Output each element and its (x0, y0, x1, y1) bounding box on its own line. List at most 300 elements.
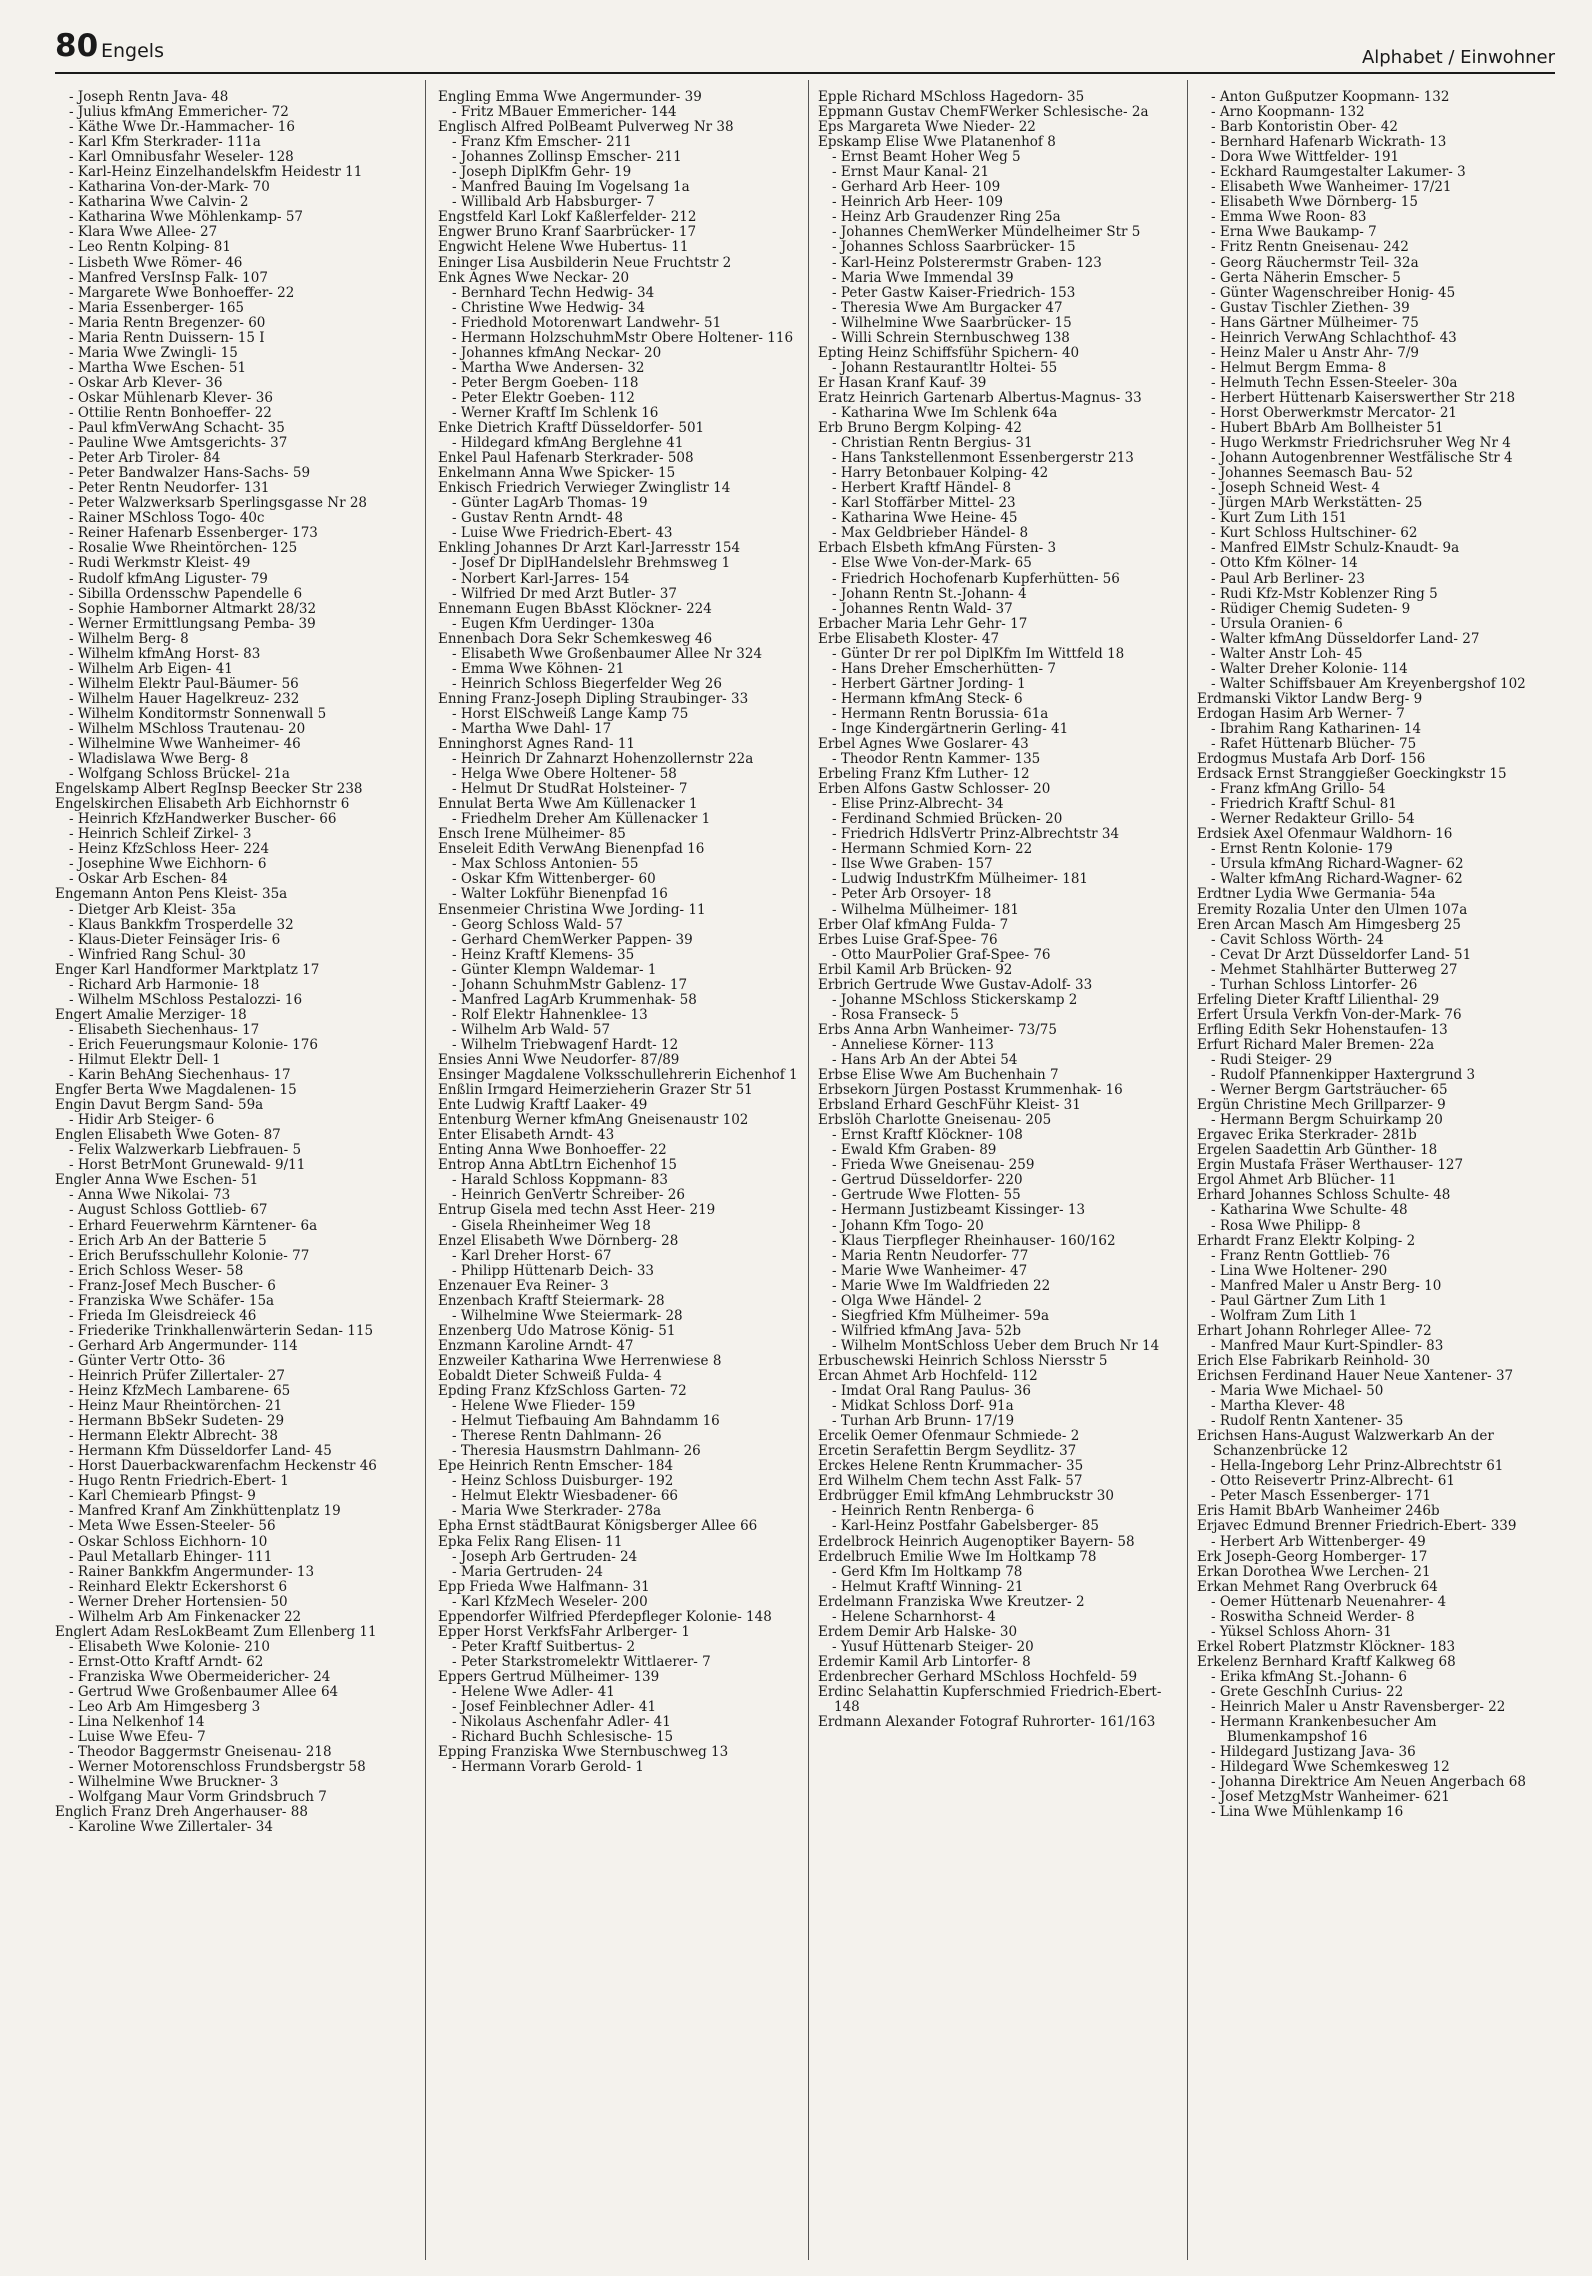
directory-entry: - Meta Wwe Essen-Steeler- 56 (69, 1518, 276, 1535)
directory-entry: - Wilhelm MontSchloss Ueber dem Bruch Nr 14 (832, 1337, 1160, 1354)
directory-entry: Erich Else Fabrikarb Reinhold- 30 (1197, 1352, 1431, 1369)
directory-entry: Epp Frieda Wwe Halfmann- 31 (438, 1578, 650, 1595)
directory-entry: - Manfred Kranf Am Zinkhüttenplatz 19 (69, 1503, 341, 1520)
directory-entry: Epe Heinrich Rentn Emscher- 184 (438, 1458, 674, 1475)
directory-entry: - Gertrud Wwe Großenbaumer Allee 64 (69, 1683, 339, 1700)
directory-entry: - Theodor Rentn Kammer- 135 (832, 751, 1041, 768)
directory-entry: - Peter Walzwerksarb Sperlingsgasse Nr 28 (69, 495, 367, 512)
directory-entry: - Heinrich Dr Zahnarzt Hohenzollernstr 22a (452, 751, 754, 768)
directory-entry: - Sibilla Ordensschw Papendelle 6 (69, 585, 303, 602)
directory-entry: - Hermann Kfm Düsseldorfer Land- 45 (69, 1443, 332, 1460)
directory-entry: Engstfeld Karl Lokf Kaßlerfelder- 212 (438, 209, 697, 226)
directory-entry: - Wilhelm Hauer Hagelkreuz- 232 (69, 690, 300, 707)
directory-entry: - Nikolaus Aschenfahr Adler- 41 (452, 1714, 671, 1731)
directory-entry: Engelskamp Albert RegInsp Beecker Str 238 (55, 781, 363, 798)
directory-entry: - Maria Essenberger- 165 (69, 299, 245, 316)
directory-entry: - Hermann Elektr Albrecht- 38 (69, 1428, 278, 1445)
directory-entry: - Heinz Arb Graudenzer Ring 25a (832, 209, 1061, 226)
directory-entry: Erbslöh Charlotte Gneisenau- 205 (818, 1112, 1052, 1129)
directory-entry: Erbeling Franz Kfm Luther- 12 (818, 766, 1030, 783)
directory-entry: - Georg Schloss Wald- 57 (452, 916, 623, 933)
directory-entry: - Wilhelm Konditormstr Sonnenwall 5 (69, 705, 327, 722)
directory-entry: - Friedrich HdlsVertr Prinz-Albrechtstr 34 (832, 826, 1120, 843)
directory-entry: - Wilhelm MSchloss Trautenau- 20 (69, 720, 306, 737)
directory-entry: - Martha Wwe Eschen- 51 (69, 359, 247, 376)
directory-entry: - Richard Buchh Schlesische- 15 (452, 1729, 674, 1746)
directory-entry: Ente Ludwig Kraftf Laaker- 49 (438, 1097, 648, 1114)
directory-entry: - Imdat Oral Rang Paulus- 36 (832, 1383, 1031, 1400)
directory-entry: Ensies Anni Wwe Neudorfer- 87/89 (438, 1052, 680, 1068)
directory-entry: Enke Dietrich Kraftf Düsseldorfer- 501 (438, 420, 705, 437)
directory-entry: - Peter Starkstromelektr Wittlaerer- 7 (452, 1653, 711, 1670)
directory-entry: - Karl Dreher Horst- 67 (452, 1247, 612, 1264)
column-divider (425, 80, 426, 2260)
directory-entry: - Karin BehAng Siechenhaus- 17 (69, 1067, 291, 1084)
directory-entry: - Peter Arb Orsoyer- 18 (832, 886, 992, 903)
directory-entry: - Walter Schiffsbauer Am Kreyenbergshof 102 (1211, 675, 1526, 692)
directory-entry: - Erika kfmAng St.-Johann- 6 (1211, 1668, 1407, 1685)
directory-entry: Ercan Ahmet Arb Hochfeld- 112 (818, 1367, 1038, 1384)
directory-entry: - Günter Dr rer pol DiplKfm Im Wittfeld 18 (832, 645, 1125, 662)
directory-entry: Erfurt Richard Maler Bremen- 22a (1197, 1036, 1435, 1053)
directory-entry: Erdsiek Axel Ofenmaur Waldhorn- 16 (1197, 826, 1453, 843)
directory-entry: Englich Franz Dreh Angerhauser- 88 (55, 1804, 308, 1821)
directory-entry: - Herbert Kraftf Händel- 8 (832, 480, 1012, 497)
directory-entry: - Georg Räuchermstr Teil- 32a (1211, 254, 1419, 271)
directory-entry: Engelskirchen Elisabeth Arb Eichhornstr 6 (55, 796, 350, 813)
directory-entry: - Manfred Maur Kurt-Spindler- 83 (1211, 1337, 1444, 1354)
directory-entry: - Joseph Arb Gertruden- 24 (452, 1548, 638, 1565)
directory-entry: Erkelenz Bernhard Kraftf Kalkweg 68 (1197, 1653, 1456, 1670)
directory-entry: - Ernst Rentn Kolonie- 179 (1211, 841, 1393, 858)
directory-entry: Erfling Edith Sekr Hohenstaufen- 13 (1197, 1021, 1448, 1038)
directory-entry: - Katharina Wwe Im Schlenk 64a (832, 404, 1058, 421)
directory-entry: - Pauline Wwe Amtsgerichts- 37 (69, 435, 288, 452)
directory-entry: - Emma Wwe Köhnen- 21 (452, 660, 625, 677)
directory-entry: Enzmann Karoline Arndt- 47 (438, 1337, 634, 1354)
directory-entry: Erbacher Maria Lehr Gehr- 17 (818, 615, 1028, 632)
directory-entry: - Wilhelm Arb Wald- 57 (452, 1021, 611, 1038)
directory-entry: - Sophie Hamborner Altmarkt 28/32 (69, 600, 317, 617)
directory-entry: - Karl-Heinz Postfahr Gabelsberger- 85 (832, 1518, 1099, 1535)
directory-entry: - Josef Dr DiplHandelslehr Brehmsweg 1 (452, 555, 731, 572)
directory-entry: - Cevat Dr Arzt Düsseldorfer Land- 51 (1211, 946, 1472, 963)
directory-entry: - Wilhelma Mülheimer- 181 (832, 901, 1019, 918)
directory-entry: Enzel Elisabeth Wwe Dörnberg- 28 (438, 1232, 679, 1249)
directory-entry: - Klaus Bankkfm Trosperdelle 32 (69, 916, 294, 933)
directory-entry: - Ferdinand Schmied Brücken- 20 (832, 811, 1063, 828)
directory-entry: Erbuschewski Heinrich Schloss Niersstr 5 (818, 1352, 1108, 1369)
directory-entry: Erd Wilhelm Chem techn Asst Falk- 57 (818, 1473, 1083, 1490)
directory-entry: - Johannes Zollinsp Emscher- 211 (452, 149, 682, 166)
directory-entry: - Wilhelmine Wwe Steiermark- 28 (452, 1307, 683, 1324)
directory-entry: - Rosa Franseck- 5 (832, 1006, 959, 1023)
directory-entry: - Johann Restaurantltr Holtei- 55 (832, 359, 1058, 376)
directory-entry: - Günter LagArb Thomas- 19 (452, 495, 648, 512)
directory-entry: - Wilfried kfmAng Java- 52b (832, 1322, 1021, 1339)
directory-entry: Eren Arcan Masch Am Himgesberg 25 (1197, 916, 1461, 933)
directory-entry: - Martha Wwe Dahl- 17 (452, 720, 612, 737)
directory-entry: Erbsland Erhard GeschFühr Kleist- 31 (818, 1097, 1081, 1114)
directory-entry: - Paul Metallarb Ehinger- 111 (69, 1548, 273, 1565)
directory-entry: - Elisabeth Wwe Wanheimer- 17/21 (1211, 179, 1452, 196)
directory-entry: - Hildegard Justizang Java- 36 (1211, 1744, 1416, 1761)
directory-entry: Eppendorfer Wilfried Pferdepfleger Kolonie- 148 (438, 1608, 772, 1625)
directory-entry: - Gerd Kfm Im Holtkamp 78 (832, 1563, 1023, 1580)
directory-entry: Engemann Anton Pens Kleist- 35a (55, 886, 288, 903)
directory-entry: - Ludwig IndustrKfm Mülheimer- 181 (832, 871, 1089, 888)
directory-entry: - Horst Dauerbackwarenfachm Heckenstr 46 (69, 1458, 377, 1475)
directory-entry: - Horst ElSchweiß Lange Kamp 75 (452, 705, 689, 722)
directory-entry: - Wilfried Dr med Arzt Butler- 37 (452, 585, 677, 602)
directory-entry: Erdmanski Viktor Landw Berg- 9 (1197, 690, 1423, 707)
directory-entry: - Hans Dreher Emscherhütten- 7 (832, 660, 1056, 677)
directory-entry: Erichsen Ferdinand Hauer Neue Xantener- 37 (1197, 1367, 1514, 1384)
section-title: Alphabet / Einwohner (1361, 47, 1555, 68)
directory-entry: Ergelen Saadettin Arb Günther- 18 (1197, 1142, 1438, 1159)
directory-entry: - Wilhelm Berg- 8 (69, 630, 189, 647)
directory-entry: Ercetin Serafettin Bergm Seydlitz- 37 (818, 1443, 1077, 1460)
directory-entry: - Heinrich Schleif Zirkel- 3 (69, 826, 252, 843)
directory-entry: Entrop Anna AbtLtrn Eichenhof 15 (438, 1157, 678, 1174)
directory-entry: - Gerhard Arb Heer- 109 (832, 179, 1001, 196)
directory-entry: - Siegfried Kfm Mülheimer- 59a (832, 1307, 1050, 1324)
directory-entry: - Klaus Tierpfleger Rheinhauser- 160/162 (832, 1232, 1116, 1249)
directory-entry: - Yüksel Schloss Ahorn- 31 (1211, 1623, 1392, 1640)
directory-entry: - Inge Kindergärtnerin Gerling- 41 (832, 720, 1069, 737)
directory-entry: Epping Franziska Wwe Sternbuschweg 13 (438, 1744, 729, 1761)
directory-entry: - Werner Redakteur Grillo- 54 (1211, 811, 1415, 828)
directory-entry: - Helmut Kraftf Winning- 21 (832, 1578, 1024, 1595)
directory-entry: Entrup Gisela med techn Asst Heer- 219 (438, 1202, 716, 1219)
directory-entry: - Johann Autogenbrenner Westfälische Str 4 (1211, 450, 1513, 467)
directory-entry: - Hidir Arb Steiger- 6 (69, 1112, 215, 1129)
directory-entry: Enßlin Irmgard Heimerzieherin Grazer Str 51 (438, 1082, 753, 1099)
directory-entry: - Werner Ermittlungsang Pemba- 39 (69, 615, 316, 632)
directory-entry: - Willi Schrein Sternbuschweg 138 (832, 329, 1070, 346)
directory-entry: - Karl KfzMech Weseler- 200 (452, 1593, 648, 1610)
directory-entry: - Christine Wwe Hedwig- 34 (452, 299, 645, 316)
directory-entry: - Werner Bergm Gartsträucher- 65 (1211, 1082, 1448, 1099)
directory-entry: - Mehmet Stahlhärter Butterweg 27 (1211, 961, 1458, 978)
directory-entry: - Hildegard Wwe Schemkesweg 12 (1211, 1759, 1450, 1776)
directory-entry: - Elisabeth Wwe Kolonie- 210 (69, 1638, 270, 1655)
directory-entry: - Martha Klever- 48 (1211, 1398, 1346, 1415)
directory-entry: Erckes Helene Rentn Krummacher- 35 (818, 1458, 1084, 1475)
directory-entry: - Friedrich Kraftf Schul- 81 (1211, 796, 1397, 813)
directory-entry: Ergol Ahmet Arb Blücher- 11 (1197, 1172, 1397, 1189)
directory-entry: - Lina Nelkenhof 14 (69, 1714, 205, 1731)
directory-entry: - Otto MaurPolier Graf-Spee- 76 (832, 946, 1051, 963)
directory-entry: - Barb Kontoristin Ober- 42 (1211, 119, 1398, 136)
directory-entry: - Bernhard Techn Hedwig- 34 (452, 284, 655, 301)
directory-entry: - Horst Oberwerkmstr Mercator- 21 (1211, 404, 1457, 421)
directory-entry: - Rosalie Wwe Rheintörchen- 125 (69, 540, 298, 557)
directory-entry: - Walter Dreher Kolonie- 114 (1211, 660, 1408, 677)
directory-entry: - Hermann Vorarb Gerold- 1 (452, 1759, 644, 1776)
directory-entry: - Reinhard Elektr Eckershorst 6 (69, 1578, 288, 1595)
directory-entry: - Günter Vertr Otto- 36 (69, 1352, 226, 1369)
directory-entry: Erben Alfons Gastw Schlosser- 20 (818, 781, 1051, 798)
entries-column-1 (55, 90, 415, 2260)
directory-entry: - Hermann BbSekr Sudeten- 29 (69, 1413, 285, 1430)
directory-entry: Eratz Heinrich Gartenarb Albertus-Magnus- 33 (818, 389, 1142, 406)
directory-entry: - Manfred LagArb Krummenhak- 58 (452, 991, 697, 1008)
directory-entry: - Johannes Seemasch Bau- 52 (1211, 465, 1413, 482)
directory-entry: Erdinc Selahattin Kupferschmied Friedrich-Ebert- 148 (818, 1683, 1162, 1716)
directory-entry: - Gerhard ChemWerker Pappen- 39 (452, 931, 693, 948)
directory-entry: - Franz Kfm Emscher- 211 (452, 134, 632, 151)
directory-entry: - Therese Rentn Dahlmann- 26 (452, 1428, 662, 1445)
directory-entry: - Willibald Arb Habsburger- 7 (452, 194, 655, 211)
directory-entry: - Rainer Bankkfm Angermunder- 13 (69, 1563, 315, 1580)
directory-entry: Enk Agnes Wwe Neckar- 20 (438, 269, 630, 286)
directory-entry: - Wilhelm Triebwagenf Hardt- 12 (452, 1036, 679, 1053)
directory-entry: - Olga Wwe Händel- 2 (832, 1292, 982, 1309)
directory-entry: Enseleit Edith VerwAng Bienenpfad 16 (438, 841, 705, 858)
directory-entry: Englisch Alfred PolBeamt Pulverweg Nr 38 (438, 119, 734, 136)
directory-entry: - Luise Wwe Friedrich-Ebert- 43 (452, 525, 673, 542)
directory-entry: - Karl-Heinz Polsterermstr Graben- 123 (832, 254, 1102, 271)
directory-entry: - Erich Schloss Weser- 58 (69, 1262, 244, 1279)
directory-entry: - Ottilie Rentn Bonhoeffer- 22 (69, 404, 272, 421)
directory-entry: - Grete GeschInh Curius- 22 (1211, 1683, 1404, 1700)
directory-entry: Engwicht Helene Wwe Hubertus- 11 (438, 239, 689, 256)
directory-entry: - Helmut Tiefbauing Am Bahndamm 16 (452, 1413, 720, 1430)
directory-entry: - Paul Arb Berliner- 23 (1211, 570, 1365, 587)
directory-entry: - Max Geldbrieber Händel- 8 (832, 525, 1029, 542)
directory-entry: - Maria Wwe Immendal 39 (832, 269, 1014, 286)
directory-entry: - Helmuth Techn Essen-Steeler- 30a (1211, 374, 1458, 391)
directory-entry: - Rolf Elektr Hahnenklee- 13 (452, 1006, 648, 1023)
directory-entry: - Johannes Rentn Wald- 37 (832, 600, 1013, 617)
directory-entry: - Manfred Maler u Anstr Berg- 10 (1211, 1277, 1442, 1294)
directory-entry: - Turhan Schloss Lintorfer- 26 (1211, 976, 1418, 993)
directory-entry: - Günter Klempn Waldemar- 1 (452, 961, 657, 978)
directory-entry: - Rafet Hüttenarb Blücher- 75 (1211, 736, 1417, 753)
directory-entry: - Fritz Rentn Gneisenau- 242 (1211, 239, 1409, 256)
column-divider (808, 80, 809, 2260)
directory-entry: - Joseph Rentn Java- 48 (69, 90, 229, 105)
directory-entry: - Josef MetzgMstr Wanheimer- 621 (1211, 1789, 1450, 1806)
directory-entry: - Otto Reisevertr Prinz-Albrecht- 61 (1211, 1473, 1455, 1490)
directory-entry: Enzenauer Eva Reiner- 3 (438, 1277, 609, 1294)
directory-entry: Erbil Kamil Arb Brücken- 92 (818, 961, 1013, 978)
directory-entry: - Leo Rentn Kolping- 81 (69, 239, 231, 256)
entries-column-2 (438, 90, 801, 2260)
directory-entry: Erdogan Hasim Arb Werner- 7 (1197, 705, 1405, 722)
directory-entry: Erjavec Edmund Brenner Friedrich-Ebert- 339 (1197, 1518, 1517, 1535)
directory-entry: - Käthe Wwe Dr.-Hammacher- 16 (69, 119, 295, 136)
directory-entry: Eobaldt Dieter Schweiß Fulda- 4 (438, 1367, 662, 1384)
directory-entry: - Frieda Wwe Gneisenau- 259 (832, 1157, 1035, 1174)
directory-entry: - Turhan Arb Brunn- 17/19 (832, 1413, 1015, 1430)
directory-entry: - Heinz KfzSchloss Heer- 224 (69, 841, 270, 858)
directory-entry: - Kurt Schloss Hultschiner- 62 (1211, 525, 1418, 542)
directory-entry: - Oskar Mühlenarb Klever- 36 (69, 389, 273, 406)
directory-entry: - Werner Dreher Hortensien- 50 (69, 1593, 288, 1610)
directory-entry: Eremity Rozalia Unter den Ulmen 107a (1197, 901, 1468, 918)
directory-entry: Erdelbrock Heinrich Augenoptiker Bayern- 58 (818, 1533, 1135, 1550)
directory-entry: Enger Karl Handformer Marktplatz 17 (55, 961, 320, 978)
directory-entry: - Maria Wwe Michael- 50 (1211, 1383, 1384, 1400)
directory-entry: - Horst BetrMont Grunewald- 9/11 (69, 1157, 306, 1174)
directory-entry: - Yusuf Hüttenarb Steiger- 20 (832, 1638, 1034, 1655)
directory-entry: - Erich Berufsschullehr Kolonie- 77 (69, 1247, 310, 1264)
directory-entry: Erichsen Hans-August Walzwerkarb An der Schanzenbrücke 12 (1197, 1428, 1494, 1460)
directory-entry: Enkel Paul Hafenarb Sterkrader- 508 (438, 450, 694, 467)
page-header (55, 28, 1555, 74)
directory-entry: - Oemer Hüttenarb Neuenahrer- 4 (1211, 1593, 1447, 1610)
directory-entry: - Friederike Trinkhallenwärterin Sedan- 115 (69, 1322, 374, 1339)
directory-entry: - Max Schloss Antonien- 55 (452, 856, 639, 873)
directory-entry: - Peter Rentn Neudorfer- 131 (69, 480, 270, 497)
directory-entry: - Heinrich Maler u Anstr Ravensberger- 22 (1211, 1699, 1506, 1716)
directory-entry: Ensch Irene Mülheimer- 85 (438, 826, 626, 843)
directory-entry: - Wilhelmine Wwe Wanheimer- 46 (69, 736, 301, 753)
directory-entry: - Rudi Werkmstr Kleist- 49 (69, 555, 251, 572)
directory-entry: Epting Heinz Schiffsführ Spichern- 40 (818, 344, 1080, 361)
directory-entry: - Katharina Wwe Schulte- 48 (1211, 1202, 1408, 1219)
directory-entry: - Theodor Baggermstr Gneisenau- 218 (69, 1744, 332, 1761)
directory-entry: - Jürgen MArb Werkstätten- 25 (1211, 495, 1423, 512)
directory-entry: Erbel Agnes Wwe Goslarer- 43 (818, 736, 1029, 753)
directory-entry: - Richard Arb Harmonie- 18 (69, 976, 260, 993)
directory-entry: - Johann Kfm Togo- 20 (832, 1217, 984, 1234)
directory-entry: - Lina Wwe Holtener- 290 (1211, 1262, 1388, 1279)
directory-entry: - Klaus-Dieter Feinsäger Iris- 6 (69, 931, 281, 948)
directory-entry: - Margarete Wwe Bonhoeffer- 22 (69, 284, 295, 301)
directory-entry: - Norbert Karl-Jarres- 154 (452, 570, 630, 587)
directory-entry: - Werner Kraftf Im Schlenk 16 (452, 404, 659, 421)
directory-entry: Erkan Mehmet Rang Overbruck 64 (1197, 1578, 1438, 1595)
directory-entry: - Martha Wwe Andersen- 32 (452, 359, 645, 376)
directory-entry: - Joseph DiplKfm Gehr- 19 (452, 164, 632, 181)
directory-entry: - Winfried Rang Schul- 30 (69, 946, 246, 963)
entries-column-3 (818, 90, 1178, 2260)
directory-entry: Erdelmann Franziska Wwe Kreutzer- 2 (818, 1593, 1085, 1610)
directory-entry: - Leo Arb Am Himgesberg 3 (69, 1699, 261, 1716)
page-number: 80 (55, 28, 99, 64)
directory-entry: Engert Amalie Merziger- 18 (55, 1006, 247, 1023)
directory-entry: - Hildegard kfmAng Berglehne 41 (452, 435, 684, 452)
directory-entry: Ensinger Magdalene Volksschullehrerin Eichenhof 1 (438, 1067, 798, 1084)
directory-entry: - Anna Wwe Nikolai- 73 (69, 1187, 231, 1204)
directory-entry: - Philipp Hüttenarb Deich- 33 (452, 1262, 655, 1279)
directory-entry: - Gustav Rentn Arndt- 48 (452, 510, 623, 527)
directory-entry: - Josephine Wwe Eichhorn- 6 (69, 856, 267, 873)
directory-entry: - Herbert Arb Wittenberger- 49 (1211, 1533, 1426, 1550)
directory-entry: - Heinrich GenVertr Schreiber- 26 (452, 1187, 685, 1204)
directory-entry: Engwer Bruno Kranf Saarbrücker- 17 (438, 224, 697, 241)
directory-entry: Erhard Johannes Schloss Schulte- 48 (1197, 1187, 1451, 1204)
directory-entry: - Hilmut Elektr Dell- 1 (69, 1052, 221, 1068)
directory-entry: - Anton Gußputzer Koopmann- 132 (1211, 90, 1450, 105)
directory-entry: - Herbert Hüttenarb Kaiserswerther Str 218 (1211, 389, 1516, 406)
directory-entry: - Herbert Gärtner Jording- 1 (832, 675, 1026, 692)
directory-entry: - Eugen Kfm Uerdinger- 130a (452, 615, 655, 632)
directory-entry: - Frieda Im Gleisdreieck 46 (69, 1307, 257, 1324)
directory-entry: - Paul kfmVerwAng Schacht- 35 (69, 420, 285, 437)
directory-entry: - Karl-Heinz Einzelhandelskfm Heidestr 11 (69, 164, 363, 181)
directory-entry: Erbach Elsbeth kfmAng Fürsten- 3 (818, 540, 1057, 557)
directory-entry: - Elisabeth Wwe Dörnberg- 15 (1211, 194, 1418, 211)
directory-entry: - Arno Koopmann- 132 (1211, 104, 1365, 121)
directory-entry: - Helmut Dr StudRat Holsteiner- 7 (452, 781, 688, 798)
directory-entry: - Franz-Josef Mech Buscher- 6 (69, 1277, 276, 1294)
directory-entry: - Christian Rentn Bergius- 31 (832, 435, 1033, 452)
directory-entry: Erb Bruno Bergm Kolping- 42 (818, 420, 1023, 437)
directory-entry: - Günter Wagenschreiber Honig- 45 (1211, 284, 1456, 301)
directory-entry: - Helga Wwe Obere Holtener- 58 (452, 766, 677, 783)
directory-entry: Erbs Anna Arbn Wanheimer- 73/75 (818, 1021, 1057, 1038)
directory-entry: Ensenmeier Christina Wwe Jording- 11 (438, 901, 706, 918)
directory-entry: - Dietger Arb Kleist- 35a (69, 901, 237, 918)
directory-entry: - Hermann Rentn Borussia- 61a (832, 705, 1049, 722)
directory-entry: - Julius kfmAng Emmericher- 72 (69, 104, 289, 121)
directory-entry: - Franz Rentn Gottlieb- 76 (1211, 1247, 1391, 1264)
directory-entry: - Gertrude Wwe Flotten- 55 (832, 1187, 1021, 1204)
directory-entry: Enter Elisabeth Arndt- 43 (438, 1127, 615, 1144)
directory-entry: - Rudolf Rentn Xantener- 35 (1211, 1413, 1404, 1430)
directory-entry: - Friedrich Hochofenarb Kupferhütten- 56 (832, 570, 1120, 587)
directory-entry: - Gertrud Düsseldorfer- 220 (832, 1172, 1023, 1189)
directory-entry: Erbrich Gertrude Wwe Gustav-Adolf- 33 (818, 976, 1093, 993)
directory-entry: Engling Emma Wwe Angermunder- 39 (438, 90, 702, 105)
directory-entry: - Joseph Schneid West- 4 (1211, 480, 1380, 497)
directory-entry: - Helene Scharnhorst- 4 (832, 1608, 996, 1625)
directory-entry: - Peter Gastw Kaiser-Friedrich- 153 (832, 284, 1076, 301)
directory-entry: - Heinz Schloss Duisburger- 192 (452, 1473, 674, 1490)
directory-entry: - Erna Wwe Baukamp- 7 (1211, 224, 1377, 241)
directory-entry: - Maria Wwe Sterkrader- 278a (452, 1503, 662, 1520)
directory-entry: - Johanna Direktrice Am Neuen Angerbach 68 (1211, 1774, 1526, 1791)
directory-entry: - Karl Kfm Sterkrader- 111a (69, 134, 261, 151)
directory-entry: - Paul Gärtner Zum Lith 1 (1211, 1292, 1388, 1309)
directory-entry: - Peter Elektr Goeben- 112 (452, 389, 635, 406)
directory-entry: Ennenbach Dora Sekr Schemkesweg 46 (438, 630, 713, 647)
directory-entry: - Rudolf Pfannenkipper Haxtergrund 3 (1211, 1067, 1476, 1084)
directory-entry: - Johann Rentn St.-Johann- 4 (832, 585, 1027, 602)
directory-entry: - Oskar Arb Eschen- 84 (69, 871, 228, 888)
directory-entry: - Hans Tankstellenmont Essenbergerstr 213 (832, 450, 1134, 467)
directory-entry: - Helene Wwe Adler- 41 (452, 1683, 615, 1700)
page-headword: Engels (101, 40, 164, 62)
directory-entry: - Katharina Wwe Möhlenkamp- 57 (69, 209, 304, 226)
directory-entry: Englert Adam ResLokBeamt Zum Ellenberg 11 (55, 1623, 377, 1640)
directory-entry: Erbse Elise Wwe Am Buchenhain 7 (818, 1067, 1059, 1084)
directory-entry: - Otto Kfm Kölner- 14 (1211, 555, 1358, 572)
directory-entry: Er Hasan Kranf Kauf- 39 (818, 374, 987, 391)
directory-entry: Eris Hamit BbArb Wanheimer 246b (1197, 1503, 1440, 1520)
directory-entry: Erdelbruch Emilie Wwe Im Holtkamp 78 (818, 1548, 1097, 1565)
directory-entry: - Ewald Kfm Graben- 89 (832, 1142, 997, 1159)
directory-entry: Erdem Demir Arb Halske- 30 (818, 1623, 1018, 1640)
directory-entry: - Manfred Bauing Im Vogelsang 1a (452, 179, 690, 196)
directory-entry: - Heinrich VerwAng Schlachthof- 43 (1211, 329, 1457, 346)
directory-entry: Enkisch Friedrich Verwieger Zwinglistr 14 (438, 480, 731, 497)
directory-entry: - Walter Anstr Loh- 45 (1211, 645, 1363, 662)
directory-entry: - Franziska Wwe Obermeidericher- 24 (69, 1668, 331, 1685)
directory-entry: - Katharina Wwe Heine- 45 (832, 510, 1018, 527)
directory-entry: - Marie Wwe Im Waldfrieden 22 (832, 1277, 1051, 1294)
directory-entry: - Ernst Beamt Hoher Weg 5 (832, 149, 1021, 166)
directory-entry: - Gerta Näherin Emscher- 5 (1211, 269, 1401, 286)
directory-entry: - Manfred ElMstr Schulz-Knaudt- 9a (1211, 540, 1460, 557)
directory-entry: Erhardt Franz Elektr Kolping- 2 (1197, 1232, 1416, 1249)
directory-entry: - Peter Masch Essenberger- 171 (1211, 1488, 1432, 1505)
directory-entry: - Walter Lokführ Bienenpfad 16 (452, 886, 668, 903)
